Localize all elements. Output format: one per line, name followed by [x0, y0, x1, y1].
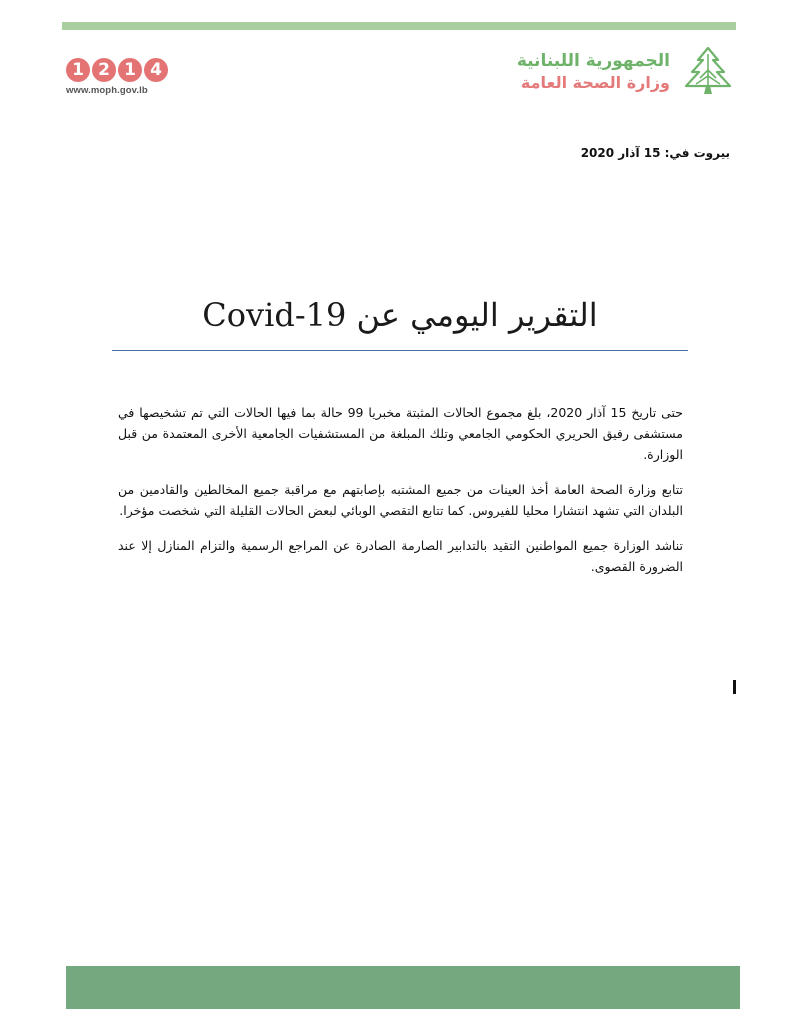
hotline-digits: [66, 58, 176, 82]
top-green-bar: [62, 22, 736, 30]
ministry-names: [517, 50, 670, 94]
republic-name: الجمهورية اللبنانية: [516, 51, 670, 71]
date-line: بيروت في: 15 آذار 2020: [580, 146, 730, 160]
paragraph: حتى تاريخ 15 آذار 2020، بلغ مجموع الحالات المثبتة مخبريا 99 حالة بما فيها الحالات التي تم تشخيصها في مستشفى رفيق الحريري الحكومي الجامعي وتلك المبلغة من المستشفيات الجامعية الأخرى المعتمدة من قبل الوزارة.: [118, 405, 684, 462]
hotline-digit: 1: [118, 58, 142, 82]
hotline-digit: 4: [144, 58, 168, 82]
ministry-header: [517, 44, 738, 100]
website-url: www.moph.gov.lb: [66, 85, 148, 96]
report-title: التقرير اليومي عن Covid-19: [202, 296, 598, 334]
cedar-tree-icon: [678, 44, 738, 100]
hotline-digit: 2: [92, 58, 116, 82]
hotline-logo: [66, 58, 176, 96]
footer-green-bar: [66, 966, 740, 1009]
hotline-digit: 1: [66, 58, 90, 82]
text-cursor-mark: [733, 680, 736, 694]
paragraph: تتابع وزارة الصحة العامة أخذ العينات من جميع المشتبه بإصابتهم مع مراقبة جميع المخالطين والقادمين من البلدان التي تشهد انتشارا محليا للفيروس. كما تتابع التقصي الوبائي لبعض الحالات القليلة التي شخصت مؤخرا.: [118, 482, 683, 518]
paragraph: تناشد الوزارة جميع المواطنين التقيد بالتدابير الصارمة الصادرة عن المراجع الرسمية والتزام المنازل إلا عند الضرورة القصوى.: [118, 538, 683, 574]
report-body: [118, 402, 683, 591]
ministry-name: وزارة الصحة العامة: [520, 73, 670, 92]
title-underline: [112, 350, 688, 351]
